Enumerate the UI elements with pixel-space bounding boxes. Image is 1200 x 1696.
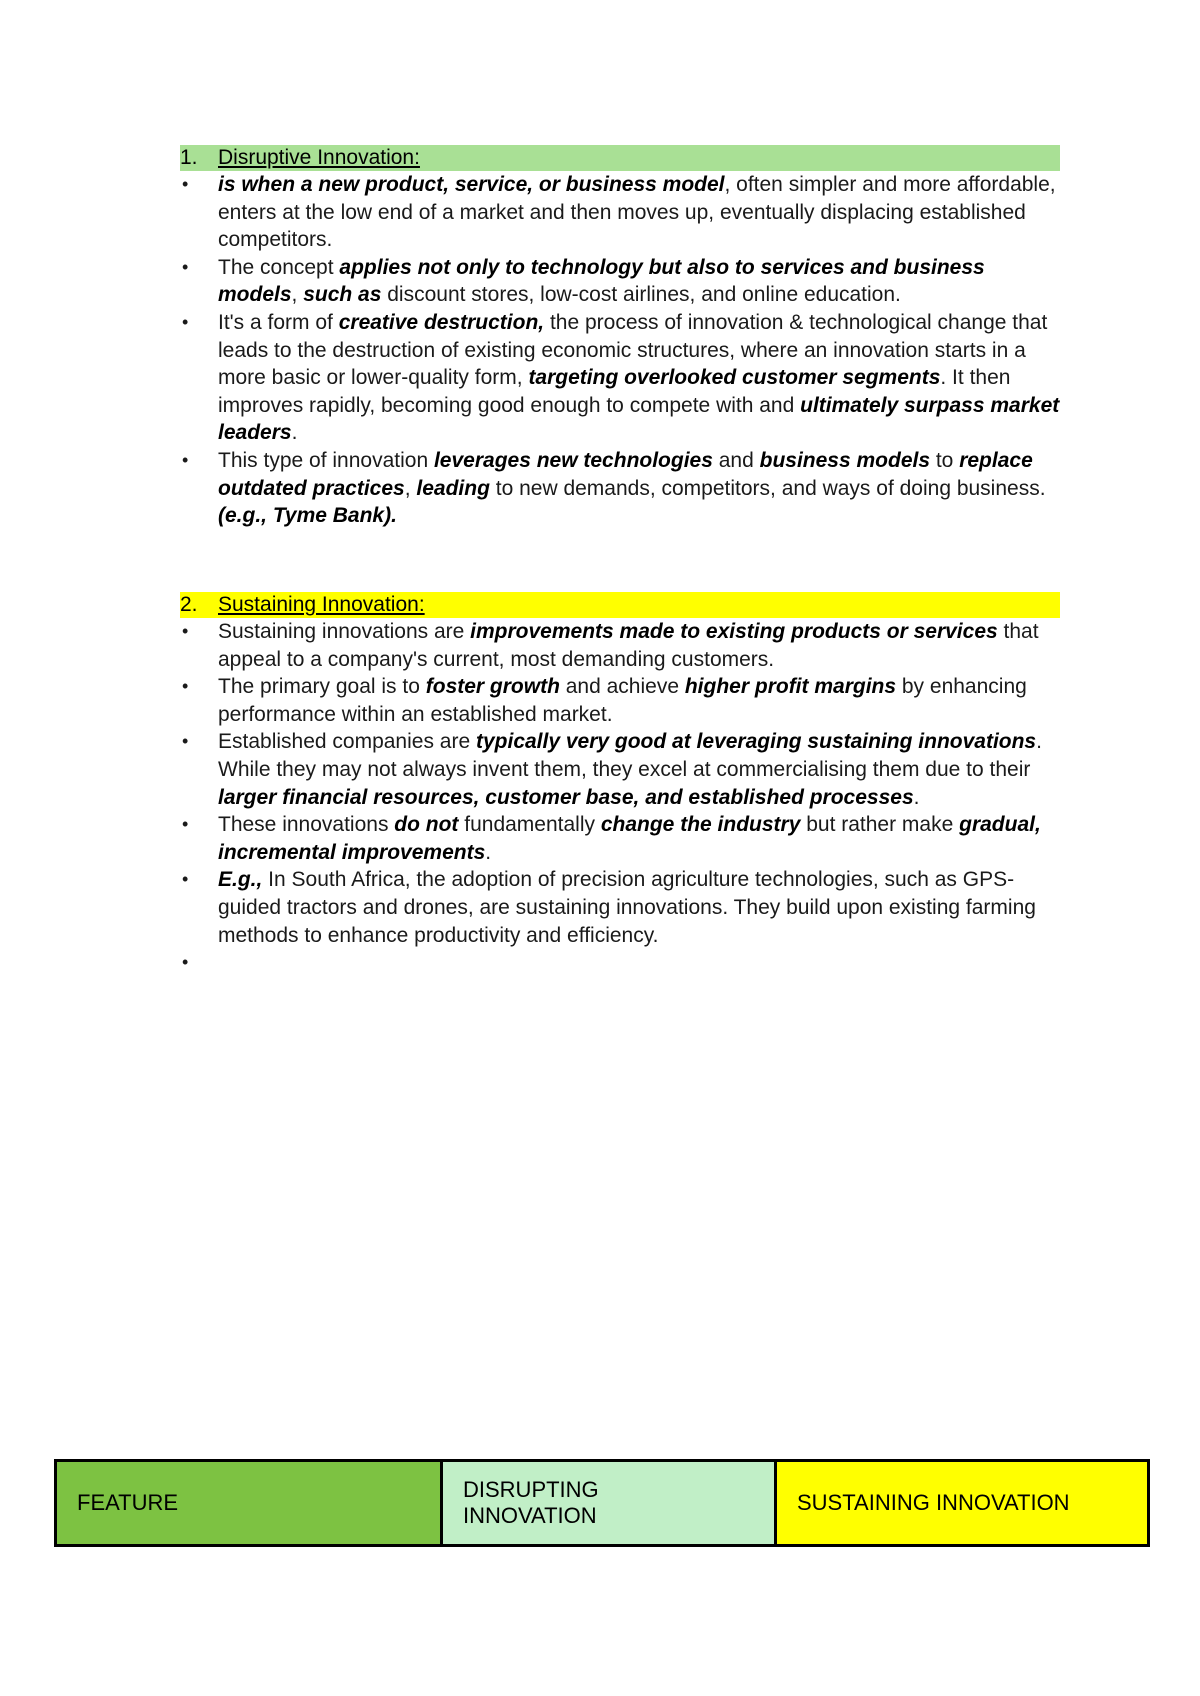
section-disruptive-innovation: [180, 145, 1060, 530]
bullet-marker: •: [182, 676, 189, 697]
body-text: by enhancing performance within an established market.: [218, 675, 1027, 726]
header-cell-label: FEATURE: [77, 1490, 179, 1515]
bullet-item: [180, 171, 1060, 254]
emphasis-text: leverages new technologies: [433, 448, 713, 472]
section-sustaining-innovation: [180, 592, 1060, 977]
body-text: These innovations: [218, 813, 395, 837]
body-text: It's a form of: [218, 310, 339, 334]
body-text: and: [712, 448, 760, 472]
bullet-marker: •: [182, 814, 189, 835]
emphasis-text: targeting overlooked customer segments: [528, 366, 941, 390]
body-text: ,: [404, 476, 417, 500]
body-text: Sustaining innovations are: [218, 620, 471, 643]
body-text: discount stores, low-cost airlines, and online education.: [381, 283, 901, 307]
emphasis-text: business models: [759, 448, 931, 472]
bullet-item: [180, 866, 1060, 949]
body-text: . It then improves rapidly, becoming good enough to compete with and: [218, 366, 1011, 417]
body-text: the process of innovation & technological change that leads to the destruction of existing economic structures, where an innovation starts in a more basic or lower-quality form,: [218, 310, 1048, 390]
emphasis-text: improvements made to existing products or services: [470, 620, 998, 643]
header-cell-label: SUSTAINING INNOVATION: [797, 1490, 1070, 1515]
body-text: to: [930, 448, 960, 472]
header-cell-sustaining-innovation: [777, 1462, 1147, 1544]
body-text: This type of innovation: [218, 448, 434, 472]
bullet-list: [180, 171, 1060, 530]
bullet-item: [180, 309, 1060, 447]
emphasis-text: is when a new product, service, or business model: [218, 173, 725, 196]
bullet-list: [180, 618, 1060, 977]
section-title: Sustaining Innovation:: [218, 593, 425, 616]
header-cell-feature: [57, 1462, 443, 1544]
body-text: fundamentally: [458, 813, 601, 837]
bullet-marker: •: [182, 731, 189, 752]
emphasis-text: typically very good at leveraging sustaining innovations: [475, 730, 1037, 754]
bullet-marker: •: [182, 256, 189, 277]
emphasis-text: higher profit margins: [684, 675, 897, 699]
bullet-item: [180, 728, 1060, 811]
header-cell-label: DISRUPTING INNOVATION: [463, 1477, 599, 1528]
emphasis-text: E.g.,: [218, 868, 263, 892]
bullet-marker: •: [182, 952, 189, 973]
bullet-item: [180, 673, 1060, 728]
body-text: to new demands, competitors, and ways of doing business.: [489, 476, 1046, 500]
body-text: .: [291, 421, 298, 445]
emphasis-text: leading: [416, 476, 490, 500]
bullet-marker: •: [182, 449, 189, 470]
bullet-marker: •: [182, 174, 189, 194]
bullet-item: [180, 811, 1060, 866]
body-text: , often simpler and more affordable, enters at the low end of a market and then moves up, eventually displacing established competitors.: [218, 173, 1056, 252]
body-text: In South Africa, the adoption of precision agriculture technologies, such as GPS-guided tractors and drones, are sustaining innovations. They build upon existing farming methods to enhance productivity and efficiency.: [218, 868, 1036, 947]
emphasis-text: do not: [394, 813, 459, 837]
section-title: Disruptive Innovation:: [218, 146, 420, 169]
emphasis-text: foster growth: [425, 675, 560, 699]
body-text: and achieve: [559, 675, 685, 699]
emphasis-text: gradual, incremental improvements: [218, 813, 1041, 864]
section-heading: [180, 592, 1060, 618]
section-number: 2.: [180, 593, 198, 616]
body-text: .: [485, 840, 492, 864]
body-text: .: [913, 785, 920, 809]
bullet-item: [180, 447, 1060, 530]
emphasis-text: replace outdated practices: [218, 448, 1033, 500]
header-cell-disrupting-innovation: [443, 1462, 777, 1544]
body-text: The primary goal is to: [218, 675, 426, 699]
emphasis-text: creative destruction,: [338, 310, 545, 334]
bullet-marker: •: [182, 869, 189, 890]
emphasis-text: larger financial resources, customer base, and established processes: [218, 785, 914, 809]
bullet-item: [180, 254, 1060, 309]
section-heading: [180, 145, 1060, 171]
body-text: ,: [291, 283, 304, 307]
body-text: . While they may not always invent them, they excel at commercialising them due to their: [218, 730, 1042, 781]
comparison-table-header: [54, 1459, 1150, 1547]
body-text: that appeal to a company's current, most demanding customers.: [218, 620, 1039, 671]
bullet-marker: •: [182, 621, 189, 641]
emphasis-text: applies not only to technology but also to services and business models: [218, 255, 985, 307]
bullet-item: [180, 949, 1060, 977]
emphasis-text: (e.g., Tyme Bank).: [218, 504, 397, 528]
emphasis-text: change the industry: [600, 813, 801, 837]
section-number: 1.: [180, 146, 198, 169]
bullet-marker: •: [182, 311, 189, 332]
body-text: The concept: [218, 255, 340, 279]
bullet-item: [180, 618, 1060, 673]
emphasis-text: such as: [303, 283, 382, 307]
body-text: Established companies are: [218, 730, 476, 754]
body-text: but rather make: [800, 813, 960, 837]
emphasis-text: ultimately surpass market leaders: [218, 393, 1060, 445]
